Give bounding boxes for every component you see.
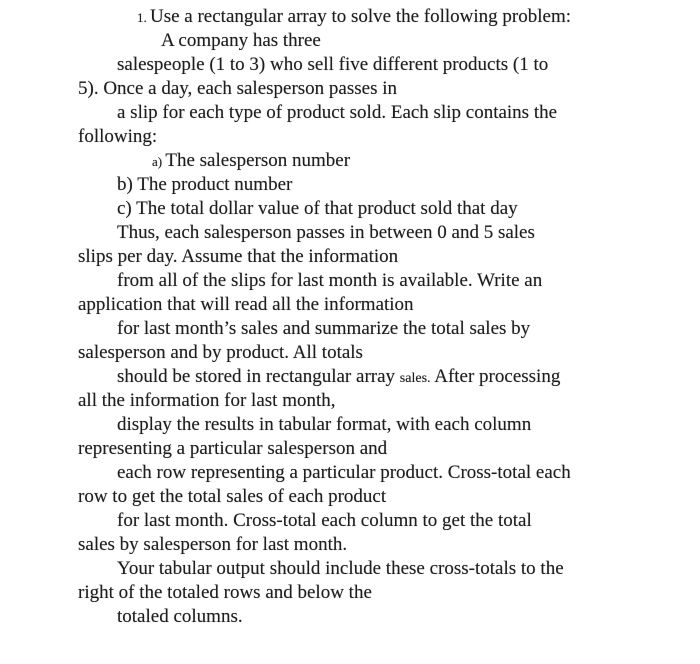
text-segment: display the results in tabular format, with each column <box>117 414 532 435</box>
text-line <box>117 269 700 293</box>
text-line <box>117 173 700 197</box>
text-line <box>78 245 700 269</box>
text-segment: row to get the total sales of each product <box>78 486 387 507</box>
text-segment: for last month’s sales and summarize the total sales by <box>117 318 531 339</box>
text-segment: Thus, each salesperson passes in between 0 and 5 sales <box>117 222 535 243</box>
text-line <box>78 293 700 317</box>
text-line <box>137 5 700 29</box>
text-segment: representing a particular salesperson and <box>78 438 388 459</box>
text-segment: salesperson and by product. All totals <box>78 342 363 363</box>
text-line <box>117 605 700 629</box>
text-segment: all the information for last month, <box>78 390 336 411</box>
text-segment: totaled columns. <box>117 606 243 627</box>
text-segment: The salesperson number <box>165 150 351 171</box>
text-segment: from all of the slips for last month is available. Write an <box>117 270 543 291</box>
text-segment: c) The total dollar value of that product sold that day <box>117 198 518 219</box>
text-segment: A company has three <box>161 30 321 51</box>
text-line <box>117 413 700 437</box>
list-marker: a) <box>152 154 166 169</box>
text-segment: right of the totaled rows and below the <box>78 582 372 603</box>
text-line <box>117 461 700 485</box>
text-segment: each row representing a particular product. Cross-total each <box>117 462 571 483</box>
text-line <box>117 557 700 581</box>
list-marker: 1. <box>137 10 150 25</box>
text-segment: salespeople (1 to 3) who sell five different products (1 to <box>117 54 549 75</box>
text-segment: Use a rectangular array to solve the following problem: <box>150 6 572 27</box>
text-line <box>117 365 700 389</box>
text-line <box>78 437 700 461</box>
text-segment: should be stored in rectangular array <box>117 366 400 387</box>
text-line <box>78 125 700 149</box>
text-segment: sales by salesperson for last month. <box>78 534 348 555</box>
text-line <box>117 221 700 245</box>
text-segment: Your tabular output should include these cross-totals to the <box>117 558 564 579</box>
text-line <box>117 317 700 341</box>
text-line <box>78 581 700 605</box>
text-segment: slips per day. Assume that the information <box>78 246 399 267</box>
text-segment: 5). Once a day, each salesperson passes in <box>78 78 398 99</box>
code-identifier: sales. <box>399 371 431 386</box>
text-line <box>117 53 700 77</box>
text-segment: b) The product number <box>117 174 293 195</box>
text-line <box>78 77 700 101</box>
text-segment: a slip for each type of product sold. Each slip contains the <box>117 102 558 123</box>
text-line <box>78 341 700 365</box>
text-line <box>117 509 700 533</box>
text-line <box>78 389 700 413</box>
text-line <box>117 101 700 125</box>
text-segment: following: <box>78 126 158 147</box>
text-line <box>78 485 700 509</box>
text-segment: for last month. Cross-total each column to get the total <box>117 510 532 531</box>
text-line <box>78 533 700 557</box>
text-line <box>152 149 700 173</box>
text-line <box>117 197 700 221</box>
text-segment: application that will read all the information <box>78 294 414 315</box>
text-line <box>161 29 700 53</box>
text-segment: After processing <box>430 366 561 387</box>
